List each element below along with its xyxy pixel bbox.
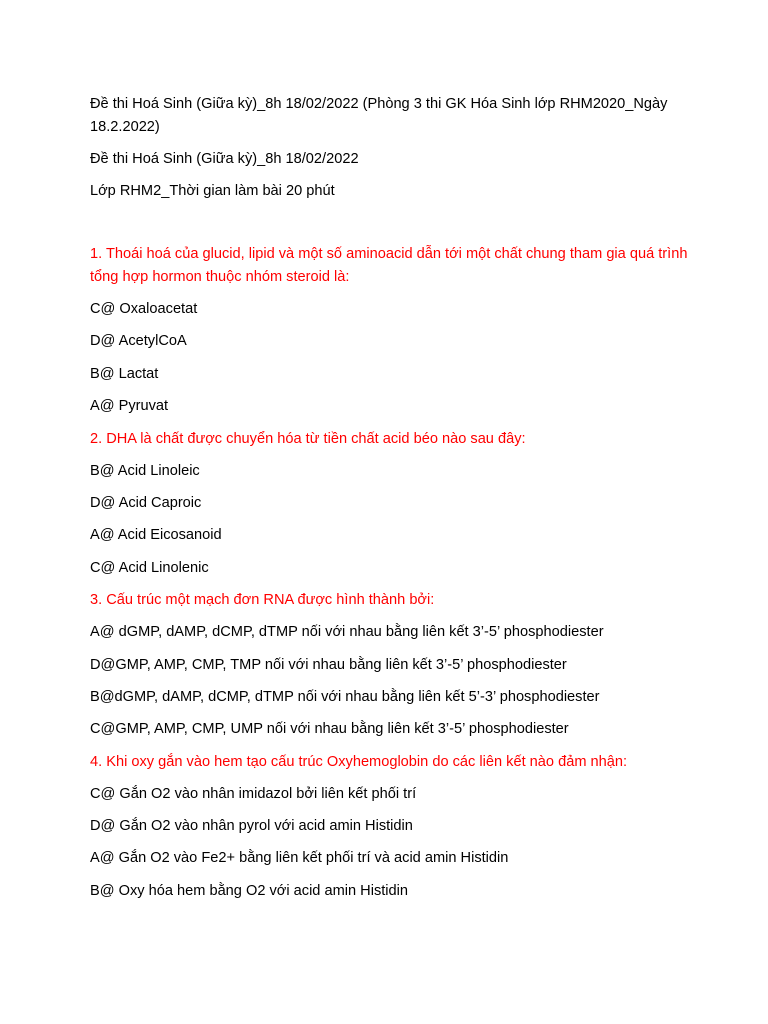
answer-option: A@ Acid Eicosanoid bbox=[90, 527, 222, 544]
answer-option: A@ Pyruvat bbox=[90, 398, 169, 415]
answer-option: A@ dGMP, dAMP, dCMP, dTMP nối với nhau bằng liên kết 3’-5’ phosphodiester bbox=[90, 624, 604, 641]
document-page bbox=[90, 93, 690, 912]
question-block-1 bbox=[90, 243, 690, 418]
answer-option: D@GMP, AMP, CMP, TMP nối với nhau bằng liên kết 3’-5’ phosphodiester bbox=[90, 656, 567, 673]
answer-option: C@ Acid Linolenic bbox=[90, 559, 209, 576]
question-text: 3. Cấu trúc một mạch đơn RNA được hình thành bởi: bbox=[90, 592, 435, 609]
answer-option: B@ Acid Linoleic bbox=[90, 462, 200, 479]
answer-option: D@ AcetylCoA bbox=[90, 333, 187, 350]
answer-option: B@ Oxy hóa hem bằng O2 với acid amin Histidin bbox=[90, 882, 409, 899]
answer-option: B@dGMP, dAMP, dCMP, dTMP nối với nhau bằng liên kết 5’-3’ phosphodiester bbox=[90, 688, 600, 705]
spacer bbox=[90, 212, 690, 243]
question-block-3 bbox=[90, 589, 690, 741]
answer-option: B@ Lactat bbox=[90, 365, 159, 382]
question-block-2 bbox=[90, 428, 690, 580]
answer-option: C@GMP, AMP, CMP, UMP nối với nhau bằng liên kết 3’-5’ phosphodiester bbox=[90, 721, 569, 738]
answer-option: C@ Oxaloacetat bbox=[90, 301, 198, 317]
class-time-info: Lớp RHM2_Thời gian làm bài 20 phút bbox=[90, 183, 335, 199]
exam-subtitle: Đề thi Hoá Sinh (Giữa kỳ)_8h 18/02/2022 bbox=[90, 151, 359, 167]
exam-title: Đề thi Hoá Sinh (Giữa kỳ)_8h 18/02/2022 (Phòng 3 thi GK Hóa Sinh lớp RHM2020_Ngày 18.2.2022) bbox=[90, 96, 668, 135]
answer-option: D@ Acid Caproic bbox=[90, 494, 202, 511]
question-block-4 bbox=[90, 751, 690, 903]
question-text: 4. Khi oxy gắn vào hem tạo cấu trúc Oxyhemoglobin do các liên kết nào đảm nhận: bbox=[90, 753, 628, 770]
question-text: 1. Thoái hoá của glucid, lipid và một số aminoacid dẫn tới một chất chung tham gia quá trình tổng hợp hormon thuộc nhóm steroid là: bbox=[90, 246, 688, 285]
answer-option: C@ Gắn O2 vào nhân imidazol bởi liên kết phối trí bbox=[90, 785, 417, 802]
answer-option: D@ Gắn O2 vào nhân pyrol với acid amin Histidin bbox=[90, 818, 413, 835]
question-text: 2. DHA là chất được chuyển hóa từ tiền chất acid béo nào sau đây: bbox=[90, 430, 526, 447]
answer-option: A@ Gắn O2 vào Fe2+ bằng liên kết phối trí và acid amin Histidin bbox=[90, 850, 509, 867]
